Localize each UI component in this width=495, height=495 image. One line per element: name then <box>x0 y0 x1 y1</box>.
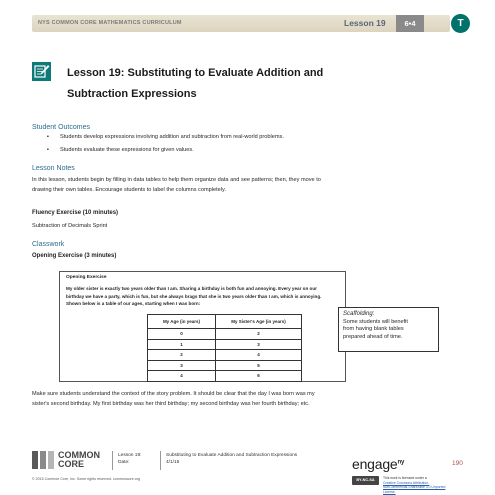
lesson-title-line1: Lesson 19: Substituting to Evaluate Addition and <box>67 67 324 79</box>
lesson-notes-text <box>32 176 462 195</box>
grade-badge: 6•4 <box>396 15 424 32</box>
bullet-dot: ▪ <box>47 134 49 140</box>
license-text <box>383 476 453 494</box>
lesson-notes-heading: Lesson Notes <box>32 165 75 172</box>
scaffolding-title: Scaffolding: <box>343 311 375 317</box>
header-lesson: Lesson 19 <box>344 18 386 28</box>
outcome-bullet-2: Students evaluate these expressions for given values. <box>60 147 194 153</box>
scaffolding-line2: from having blank tables <box>343 326 404 333</box>
classwork-heading: Classwork <box>32 241 65 248</box>
scaffolding-text <box>343 319 434 341</box>
closing-line2: sister's second birthday. My first birthday was her third birthday; my second birthday was her fourth birthday; etc. <box>32 400 310 407</box>
license-line1: This work is licensed under a <box>383 476 427 480</box>
closing-text <box>32 390 462 409</box>
scaffolding-box <box>338 307 439 352</box>
table-row <box>148 371 302 382</box>
table-header-sister-age: My Sister's Age (in years) <box>216 315 302 329</box>
table-cell: 5 <box>216 360 302 371</box>
opening-exercise-line1: My older sister is exactly two years older than I am. Sharing a birthday is both fun and annoying. Every year on our <box>66 286 317 291</box>
fluency-text: Subtraction of Decimals Sprint <box>32 223 108 229</box>
table-cell: 3 <box>148 360 216 371</box>
footer-divider <box>160 451 161 470</box>
footer-values <box>166 452 297 466</box>
age-table <box>147 314 302 382</box>
engage-text: engage <box>352 456 398 472</box>
scaffolding-line3: prepared ahead of time. <box>343 333 403 340</box>
footer-date-label: Date: <box>118 460 130 465</box>
opening-exercise-title: Opening Exercise <box>66 275 107 280</box>
teacher-badge: T <box>451 14 470 33</box>
table-cell: 4 <box>148 371 216 382</box>
table-cell: 0 <box>148 329 216 340</box>
cc-license-badge <box>352 476 379 485</box>
table-cell: 3 <box>216 339 302 350</box>
cc-license-badge-text: BY-NC-SA <box>356 478 375 482</box>
closing-line1: Make sure students understand the context of the story problem. It should be clear that the day I was born was my <box>32 391 315 397</box>
footer-brand-line1: COMMON <box>58 450 100 460</box>
footer-date: 4/1/15 <box>166 460 180 465</box>
common-core-logo-icon <box>32 451 54 469</box>
student-outcomes-heading: Student Outcomes <box>32 124 90 131</box>
license-link[interactable]: Creative Commons Attribution-NonCommercial-ShareAlike 3.0 Unported License. <box>383 480 446 494</box>
lesson-notes-line1: In this lesson, students begin by filling in data tables to help them organize data and see patterns; then, they move to <box>32 177 321 183</box>
lesson-title <box>67 63 387 105</box>
bullet-dot: ▪ <box>47 147 49 153</box>
engageny-logo <box>352 456 404 472</box>
lesson-notes-line2: drawing their own tables. Encourage students to label the columns completely. <box>32 186 226 193</box>
table-row <box>148 329 302 340</box>
fluency-heading: Fluency Exercise (10 minutes) <box>32 210 119 216</box>
opening-exercise-line3: Shown below is a table of our ages, starting when I was born: <box>66 301 201 307</box>
table-header-row <box>148 315 302 329</box>
footer-lesson-label: Lesson 19: <box>118 453 142 458</box>
scaffolding-line1: Some students will benefit <box>343 319 408 325</box>
table-row <box>148 360 302 371</box>
footer-brand <box>58 451 100 469</box>
table-row <box>148 350 302 361</box>
table-cell: 2 <box>148 350 216 361</box>
table-header-my-age: My Age (in years) <box>148 315 216 329</box>
opening-exercise-heading: Opening Exercise (3 minutes) <box>32 253 117 259</box>
curriculum-label: NYS COMMON CORE MATHEMATICS CURRICULUM <box>38 20 182 26</box>
footer-labels <box>118 452 141 466</box>
footer-lesson-title: Substituting to Evaluate Addition and Subtraction Expressions <box>166 453 298 458</box>
page-number: 190 <box>452 460 463 467</box>
footer-brand-line2: CORE <box>58 459 85 469</box>
outcome-bullet-1: Students develop expressions involving addition and subtraction from real-world problems. <box>60 134 284 140</box>
table-cell: 2 <box>216 329 302 340</box>
footer-divider <box>112 451 113 470</box>
table-cell: 4 <box>216 350 302 361</box>
table-cell: 1 <box>148 339 216 350</box>
lesson-title-line2: Subtraction Expressions <box>67 88 197 100</box>
engage-ny-text: ny <box>397 459 405 466</box>
opening-exercise-text <box>66 285 338 308</box>
lesson-pencil-icon <box>32 62 51 81</box>
copyright-text: © 2015 Common Core, Inc. Some rights reserved. commoncore.org <box>32 477 140 481</box>
table-cell: 6 <box>216 371 302 382</box>
opening-exercise-line2: birthday we have a party, which is fun, but she always brags that she is two years older than I am, which is annoying. <box>66 293 322 299</box>
table-row <box>148 339 302 350</box>
